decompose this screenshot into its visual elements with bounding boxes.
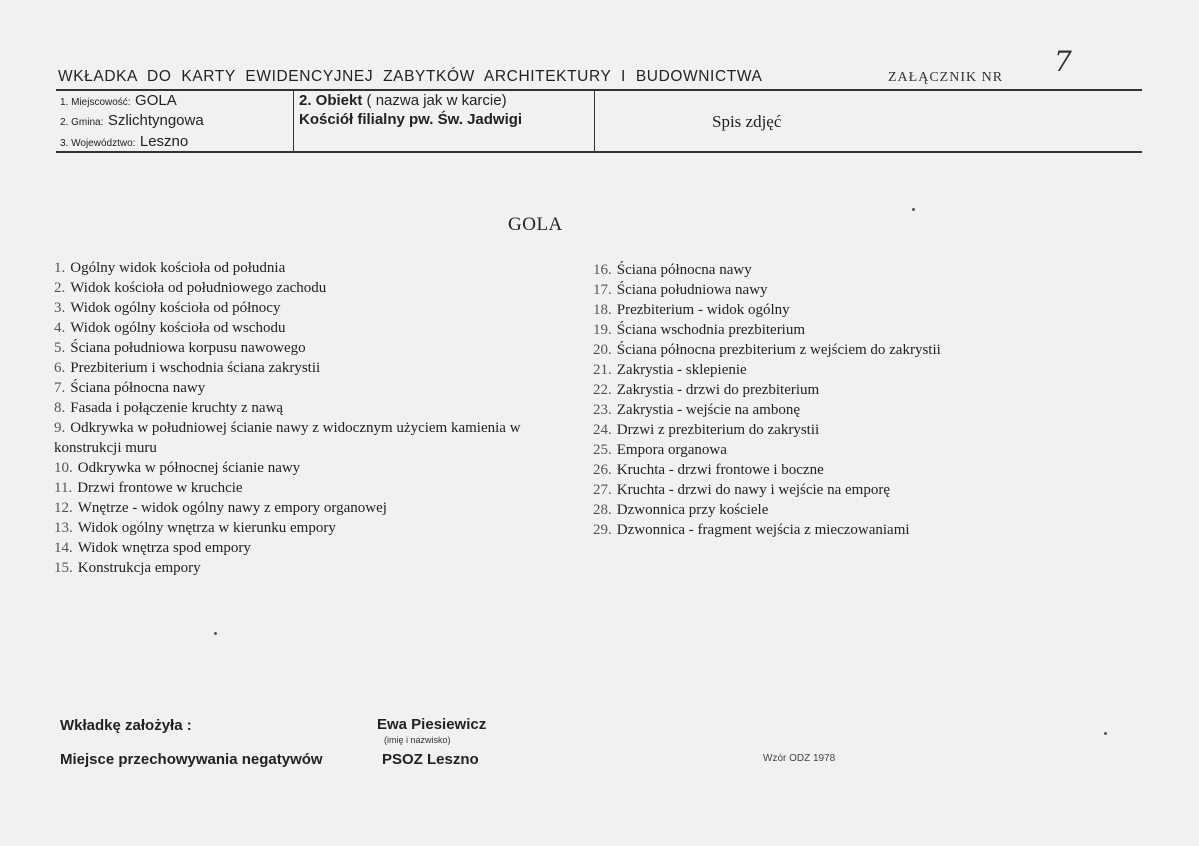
item-number: 11. — [54, 480, 73, 496]
locality-value: GOLA — [135, 92, 177, 109]
commune-label: 2. Gmina: — [60, 117, 104, 128]
author-name: Ewa Piesiewicz — [377, 716, 487, 733]
object-field-label — [299, 92, 507, 109]
item-text: Dzwonnica - fragment wejścia z mieczowaniami — [616, 522, 910, 538]
list-item — [54, 538, 584, 558]
negatives-storage-value: PSOZ Leszno — [382, 751, 479, 768]
photo-list-heading: Spis zdjęć — [712, 112, 782, 131]
item-text: Dzwonnica przy kościele — [616, 502, 769, 518]
item-number: 2. — [54, 280, 66, 296]
list-item — [54, 398, 584, 418]
item-text: Ściana północna prezbiterium z wejściem do zakrystii — [616, 342, 941, 358]
item-number: 8. — [54, 400, 66, 416]
list-item — [54, 378, 584, 398]
list-item — [54, 458, 584, 478]
item-number: 21. — [593, 362, 612, 378]
voivodeship-field — [60, 133, 188, 151]
list-item — [593, 300, 1153, 320]
object-value: Kościół filialny pw. Św. Jadwigi — [299, 111, 523, 128]
item-text: Ściana wschodnia prezbiterium — [616, 322, 806, 338]
item-number: 15. — [54, 560, 73, 576]
item-number: 22. — [593, 382, 612, 398]
scan-speck — [1104, 732, 1107, 735]
item-text: Widok kościoła od południowego zachodu — [70, 280, 327, 296]
list-item — [54, 558, 584, 578]
item-number: 29. — [593, 522, 612, 538]
item-text: Ogólny widok kościoła od południa — [70, 260, 286, 276]
item-text: Empora organowa — [616, 442, 727, 458]
list-item — [593, 420, 1153, 440]
header-top-rule — [56, 89, 1142, 91]
header-divider-2 — [594, 90, 595, 152]
item-number: 10. — [54, 460, 73, 476]
item-number: 4. — [54, 320, 66, 336]
item-text: Widok ogólny kościoła od wschodu — [70, 320, 286, 336]
negatives-storage-label: Miejsce przechowywania negatywów — [60, 751, 323, 768]
photo-list-right — [593, 260, 1153, 540]
list-item — [54, 418, 584, 438]
item-number: 14. — [54, 540, 73, 556]
item-number: 16. — [593, 262, 612, 278]
item-text: Fasada i połączenie kruchty z nawą — [70, 400, 284, 416]
item-number: 13. — [54, 520, 73, 536]
list-item — [593, 260, 1153, 280]
item-text: Odkrywka w południowej ścianie nawy z widocznym użyciem kamienia w — [70, 420, 521, 436]
list-item — [54, 358, 584, 378]
item-number: 5. — [54, 340, 66, 356]
list-item — [593, 500, 1153, 520]
item-text: Ściana północna nawy — [616, 262, 752, 278]
item-number: 7. — [54, 380, 66, 396]
item-text: Odkrywka w północnej ścianie nawy — [77, 460, 301, 476]
item-text: Wnętrze - widok ogólny nawy z empory organowej — [77, 500, 387, 516]
object-hint: ( nazwa jak w karcie) — [366, 92, 507, 109]
item-text: Kruchta - drzwi do nawy i wejście na emporę — [616, 482, 890, 498]
item-text: Kruchta - drzwi frontowe i boczne — [616, 462, 824, 478]
list-item — [593, 520, 1153, 540]
list-item — [54, 338, 584, 358]
item-number: 26. — [593, 462, 612, 478]
voivodeship-value: Leszno — [139, 133, 189, 150]
item-text: Konstrukcja empory — [77, 560, 201, 576]
item-number: 6. — [54, 360, 66, 376]
list-item — [54, 318, 584, 338]
item-number: 19. — [593, 322, 612, 338]
item-number: 27. — [593, 482, 612, 498]
header-divider-1 — [293, 90, 294, 152]
list-item — [593, 440, 1153, 460]
list-item — [593, 380, 1153, 400]
locality-label: 1. Miejscowość: — [60, 97, 131, 108]
attachment-label: ZAŁĄCZNIK NR — [888, 70, 1004, 85]
commune-value: Szlichtyngowa — [107, 112, 204, 129]
list-item — [593, 480, 1153, 500]
object-label: 2. Obiekt — [299, 92, 363, 109]
item-number: 23. — [593, 402, 612, 418]
item-text: Zakrystia - sklepienie — [616, 362, 747, 378]
form-title: WKŁADKA DO KARTY EWIDENCYJNEJ ZABYTKÓW ARCHITEKTURY I BUDOWNICTWA — [58, 68, 763, 85]
photo-list-left — [54, 258, 584, 578]
commune-field — [60, 112, 204, 130]
list-item — [54, 518, 584, 538]
list-item — [54, 258, 584, 278]
item-text: Drzwi frontowe w kruchcie — [77, 480, 243, 496]
created-by-label: Wkładkę założyła : — [60, 717, 192, 734]
list-item — [593, 460, 1153, 480]
author-name-caption: (imię i nazwisko) — [384, 735, 451, 745]
item-text: Widok ogólny wnętrza w kierunku empory — [77, 520, 336, 536]
list-item — [54, 298, 584, 318]
form-template-note: Wzór ODZ 1978 — [763, 753, 836, 764]
item-number: 3. — [54, 300, 66, 316]
item-text: Widok ogólny kościoła od północy — [70, 300, 281, 316]
item-number: 9. — [54, 420, 66, 436]
item-number: 20. — [593, 342, 612, 358]
list-item — [593, 280, 1153, 300]
item-text: Ściana północna nawy — [70, 380, 206, 396]
list-item — [593, 400, 1153, 420]
list-item — [54, 478, 584, 498]
scan-speck — [912, 208, 915, 211]
item-number: 25. — [593, 442, 612, 458]
item-number: 12. — [54, 500, 73, 516]
list-item — [593, 320, 1153, 340]
item-number: 17. — [593, 282, 612, 298]
attachment-number: 7 — [1054, 45, 1072, 78]
item-text: Zakrystia - wejście na ambonę — [616, 402, 801, 418]
list-item — [593, 360, 1153, 380]
locality-heading: GOLA — [508, 214, 563, 235]
scan-speck — [214, 632, 217, 635]
list-item — [593, 340, 1153, 360]
header-bottom-rule — [56, 151, 1142, 153]
list-item — [54, 498, 584, 518]
item-text: Widok wnętrza spod empory — [77, 540, 251, 556]
item-text: Prezbiterium - widok ogólny — [616, 302, 790, 318]
voivodeship-label: 3. Województwo: — [60, 138, 136, 149]
item-number: 18. — [593, 302, 612, 318]
list-item — [54, 278, 584, 298]
item-text: Ściana południowa nawy — [616, 282, 768, 298]
item-number: 28. — [593, 502, 612, 518]
item-text: Drzwi z prezbiterium do zakrystii — [616, 422, 820, 438]
item-text: Prezbiterium i wschodnia ściana zakrystii — [70, 360, 321, 376]
item-number: 24. — [593, 422, 612, 438]
list-item-continuation: konstrukcji muru — [54, 440, 157, 456]
item-number: 1. — [54, 260, 66, 276]
locality-field — [60, 92, 177, 110]
item-text: Ściana południowa korpusu nawowego — [70, 340, 306, 356]
item-text: Zakrystia - drzwi do prezbiterium — [616, 382, 820, 398]
